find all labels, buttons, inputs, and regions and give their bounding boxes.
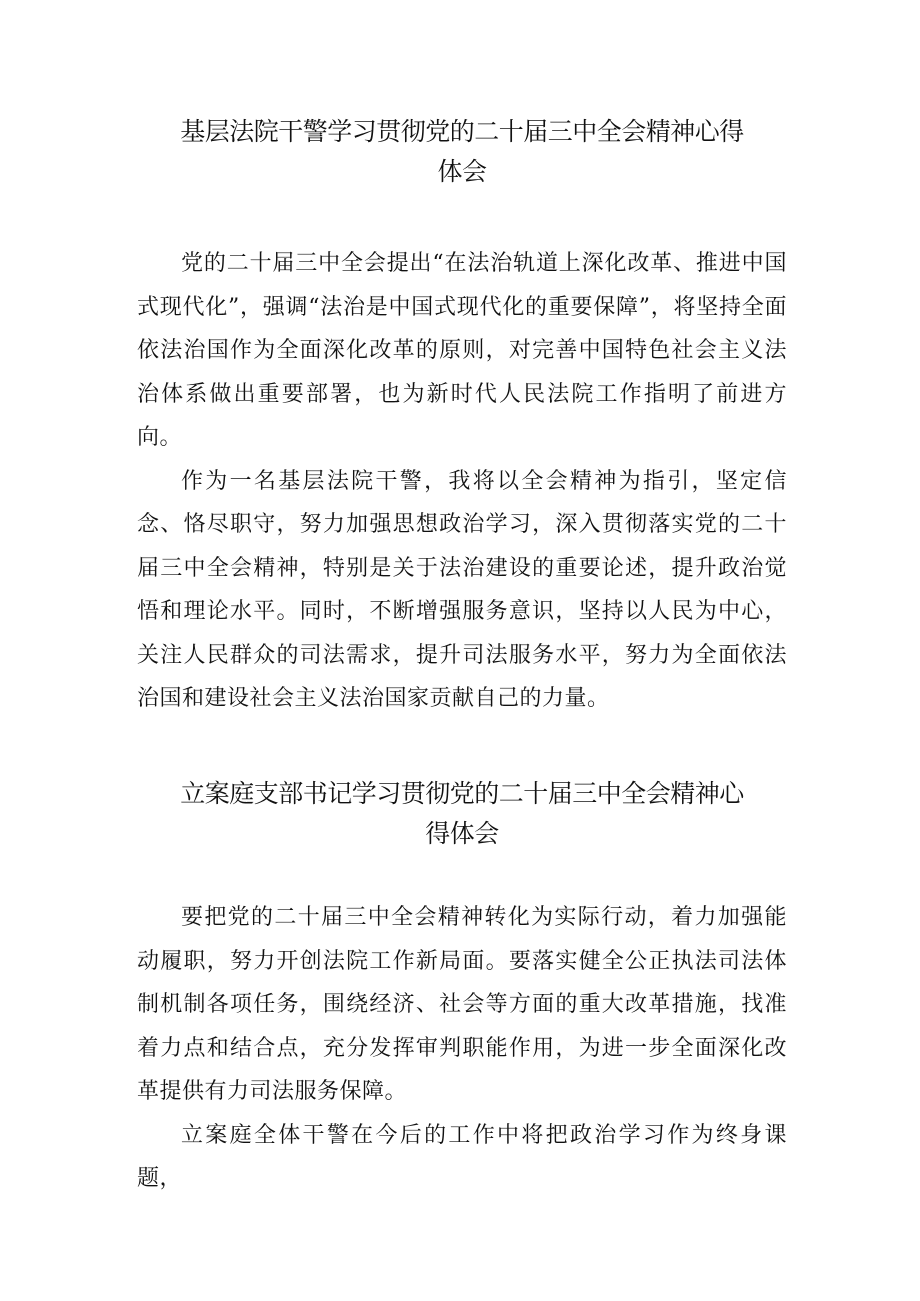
article-paragraph: 立案庭全体干警在今后的工作中将把政治学习作为终身课题，: [137, 1122, 787, 1191]
article-title: [137, 774, 787, 854]
article-title-line: 立案庭支部书记学习贯彻党的二十届三中全会精神心: [180, 779, 744, 808]
article-paragraph: 作为一名基层法院干警，我将以全会精神为指引，坚定信念、恪尽职守，努力加强思想政治学习，深入贯彻落实党的二十届三中全会精神，特别是关于法治建设的重要论述，提升政治觉悟和理论水平。同时，不断增强服务意识，坚持以人民为中心，关注人民群众的司法需求，提升司法服务水平，努力为全面依法治国和建设社会主义法治国家贡献自己的力量。: [137, 468, 787, 711]
article-title: [137, 112, 787, 192]
article-title-line: 得体会: [425, 819, 499, 848]
article-title-line: 体会: [437, 157, 487, 186]
article-court-staff-reflection: [137, 112, 787, 721]
article-paragraph: 党的二十届三中全会提出“在法治轨道上深化改革、推进中国式现代化”，强调“法治是中国式现代化的重要保障”，将坚持全面依法治国作为全面深化改革的原则，对完善中国特色社会主义法治体系做出重要部署，也为新时代人民法院工作指明了前进方向。: [137, 251, 787, 450]
article-filing-division-secretary-reflection: [137, 774, 787, 1201]
article-title-line: 基层法院干警学习贯彻党的二十届三中全会精神心得: [180, 117, 744, 146]
article-paragraph: 要把党的二十届三中全会精神转化为实际行动，着力加强能动履职，努力开创法院工作新局面。要落实健全公正执法司法体制机制各项任务，围绕经济、社会等方面的重大改革措施，找准着力点和结合点，充分发挥审判职能作用，为进一步全面深化改革提供有力司法服务保障。: [137, 905, 787, 1104]
